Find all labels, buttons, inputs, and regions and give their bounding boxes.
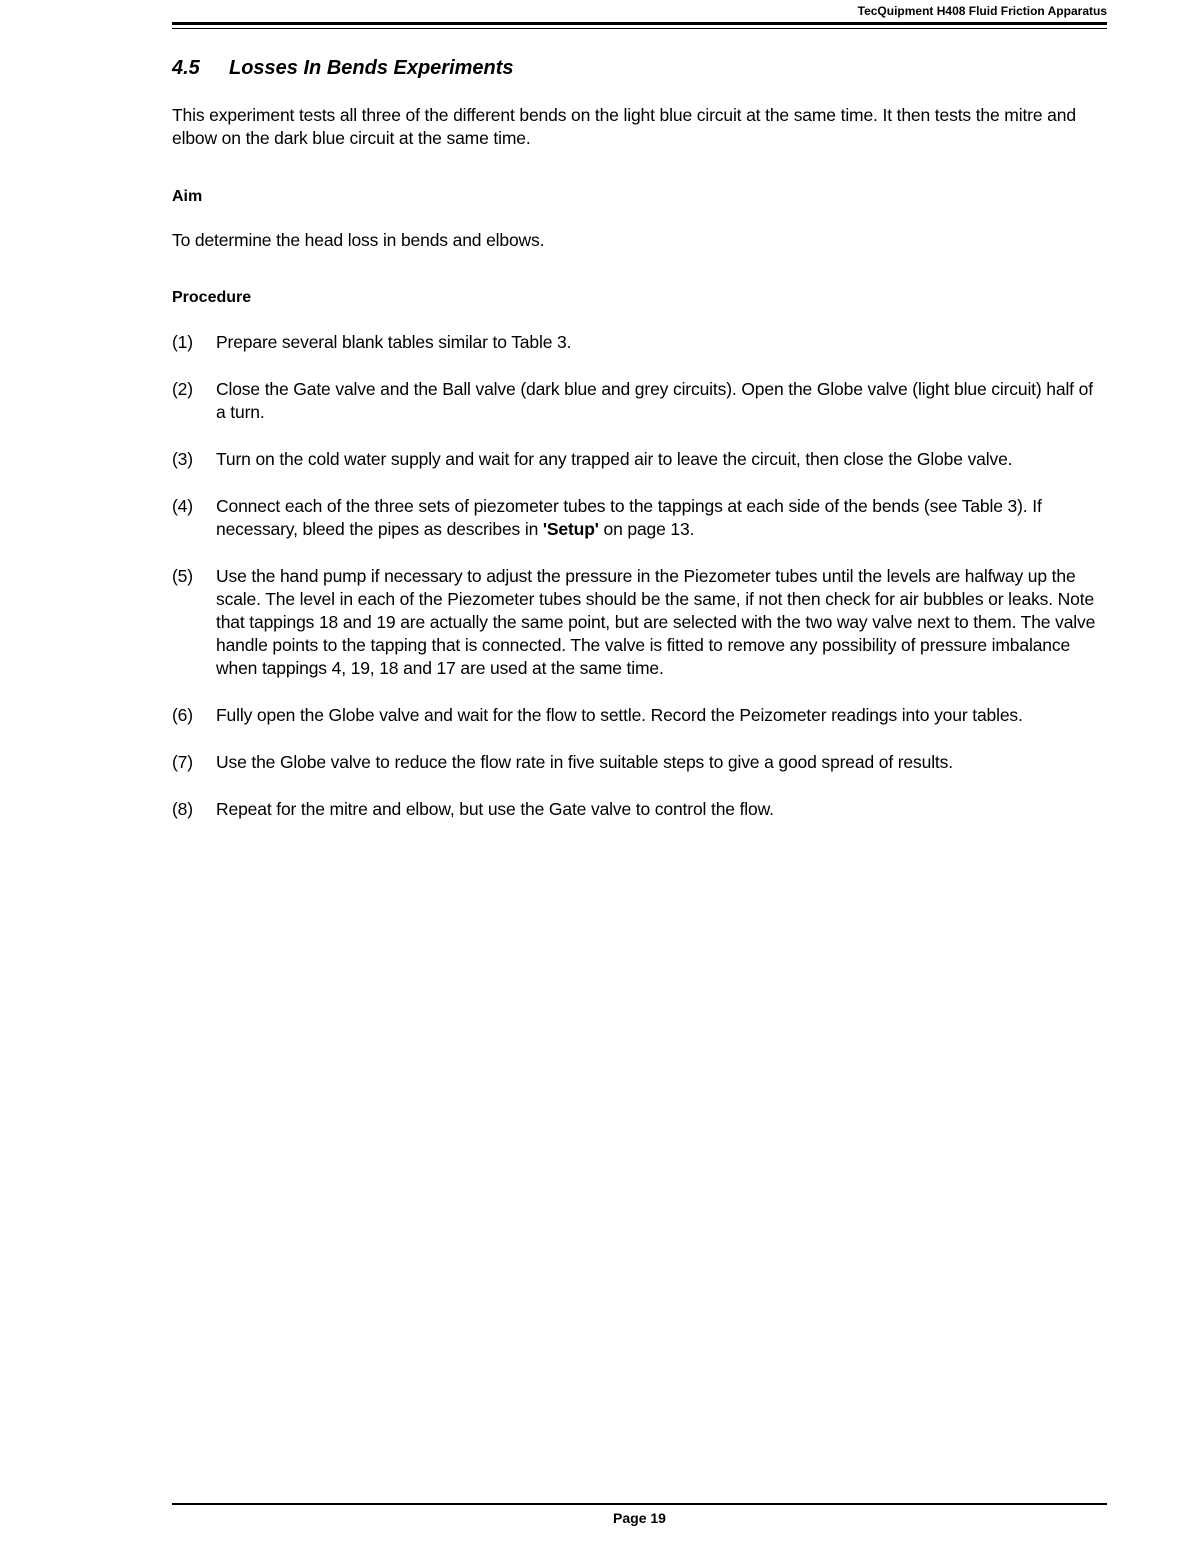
header-rule-secondary (172, 28, 1107, 29)
page-number: Page 19 (613, 1510, 666, 1526)
procedure-step-7 (172, 751, 1107, 774)
step-text: Use the hand pump if necessary to adjust the pressure in the Piezometer tubes until the levels are halfway up the scale. The level in each of the Piezometer tubes should be the same, if not then check for air bubbles or leaks. Note that tappings 18 and 19 are actually the same point, but are selected with the two way valve next to them. The valve handle points to the tapping that is connected. The valve is fitted to remove any possibility of pressure imbalance when tappings 4, 19, 18 and 17 are used at the same time. (216, 566, 1096, 678)
step-number: (5) (172, 566, 193, 586)
step-text: Prepare several blank tables similar to Table 3. (216, 332, 572, 352)
step-text-after: on page 13. (598, 519, 695, 539)
step-text: Use the Globe valve to reduce the flow rate in five suitable steps to give a good spread of results. (216, 752, 953, 772)
section-number: 4.5 (172, 57, 200, 79)
step-text (216, 495, 1107, 541)
procedure-heading: Procedure (172, 289, 252, 306)
procedure-step-2 (172, 378, 1107, 424)
step-number: (3) (172, 449, 193, 469)
step-text: Fully open the Globe valve and wait for the flow to settle. Record the Peizometer readings into your tables. (216, 705, 1023, 725)
step-text: Turn on the cold water supply and wait for any trapped air to leave the circuit, then close the Globe valve. (216, 449, 1013, 469)
step-text-before: Connect each of the three sets of piezometer tubes to the tappings at each side of the bends (see Table 3). If necessary, bleed the pipes as describes in (216, 496, 1042, 539)
step-text: Repeat for the mitre and elbow, but use the Gate valve to control the flow. (216, 799, 774, 819)
step-number: (1) (172, 332, 193, 352)
header-rule (172, 22, 1107, 25)
step-number: (4) (172, 496, 193, 516)
step-number: (8) (172, 799, 193, 819)
procedure-step-3 (172, 448, 1107, 471)
running-header: TecQuipment H408 Fluid Friction Apparatus (857, 4, 1107, 18)
setup-reference: 'Setup' (542, 519, 599, 539)
document-page (172, 0, 1107, 1553)
procedure-step-1 (172, 331, 1107, 354)
procedure-step-8 (172, 798, 1107, 821)
procedure-step-5 (172, 565, 1107, 680)
aim-text: To determine the head loss in bends and elbows. (172, 230, 545, 250)
step-number: (6) (172, 705, 193, 725)
step-number: (2) (172, 379, 193, 399)
procedure-step-4 (172, 495, 1107, 541)
section-title: Losses In Bends Experiments (229, 57, 514, 79)
aim-heading: Aim (172, 188, 203, 205)
step-text: Close the Gate valve and the Ball valve (dark blue and grey circuits). Open the Globe valve (light blue circuit) half of a turn. (216, 379, 1093, 422)
footer-rule (172, 1503, 1107, 1505)
intro-paragraph: This experiment tests all three of the different bends on the light blue circuit at the same time. It then tests the mitre and elbow on the dark blue circuit at the same time. (172, 105, 1076, 148)
section-heading (172, 57, 514, 80)
procedure-steps (172, 331, 1107, 845)
step-number: (7) (172, 752, 193, 772)
procedure-step-6 (172, 704, 1107, 727)
